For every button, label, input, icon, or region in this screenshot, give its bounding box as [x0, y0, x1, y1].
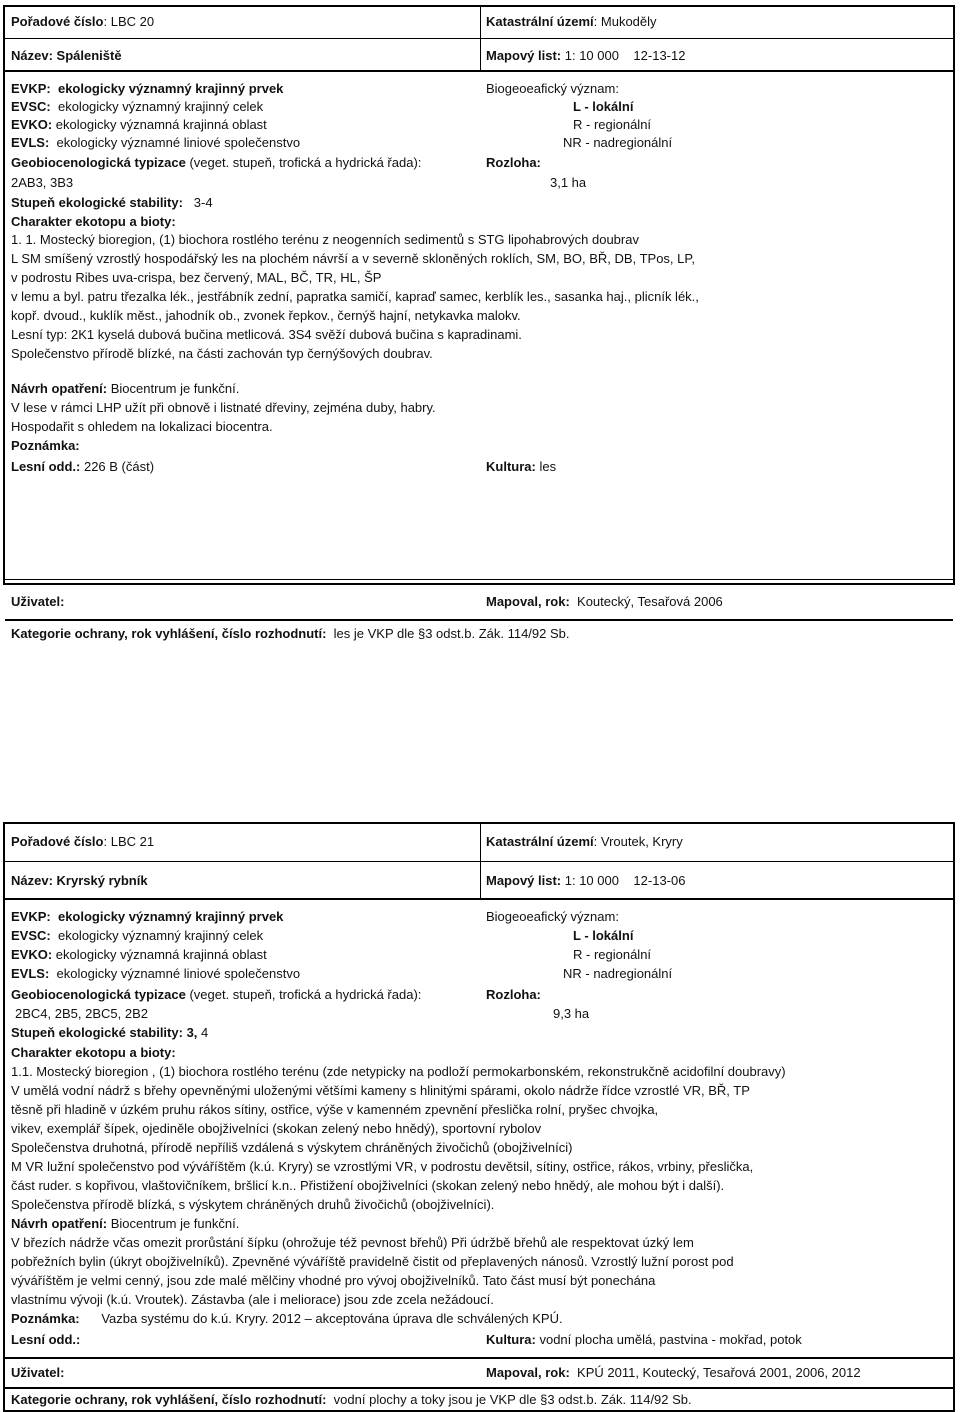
mapoval-rok: Mapoval, rok: KPÚ 2011, Koutecký, Tesařová 2001, 2006, 2012	[486, 1365, 861, 1380]
name-row	[5, 39, 953, 72]
uzivatel-row	[5, 580, 953, 620]
kultura: Kultura: les	[486, 459, 557, 474]
evko-line: EVKO: ekologicky významná krajinná oblast	[11, 117, 267, 132]
biogeograficky-vyznam-label: Biogeoeafický význam:	[486, 81, 619, 96]
bio-lokalni: L - lokální	[573, 99, 634, 114]
text-line: výváříštěm je velmi cenný, jsou zde malé mělčiny vhodné pro vývoj obojživelníků. Tato část musí být ponechána	[11, 1273, 656, 1288]
mapovy-list: Mapový list: 1: 10 000 12-13-06	[486, 873, 686, 888]
body-section	[5, 72, 953, 580]
evkp-line: EVKP: ekologicky významný krajinný prvek	[11, 81, 284, 96]
evls-line: EVLS: ekologicky významné liniové společenstvo	[11, 135, 301, 150]
text-line: 1. 1. Mostecký bioregion, (1) biochora rostlého terénu z neogenních sedimentů s STG lipohabrových doubrav	[11, 232, 639, 247]
kategorie-row	[5, 620, 953, 651]
evls-line: EVLS: ekologicky významné liniové společenstvo	[11, 966, 301, 981]
kategorie-ochrany: Kategorie ochrany, rok vyhlášení, číslo rozhodnutí: vodní plochy a toky jsou je VKP dle §3 odst.b. Zák. 114/92 Sb.	[11, 1392, 692, 1407]
text-line: Hospodařit s ohledem na lokalizaci biocentra.	[11, 419, 273, 434]
geobiocenologicka-typizace: Geobiocenologická typizace (veget. stupeň, trofická a hydrická řada):	[11, 155, 422, 170]
rozloha-value: 9,3 ha	[553, 1006, 590, 1021]
charakter-label: Charakter ekotopu a bioty:	[11, 1045, 176, 1060]
header-row	[5, 7, 953, 39]
text-line: vlastnímu vývoji (k.ú. Vroutek). Zástavba (ale i meliorace) jsou zde zcela nežádoucí.	[11, 1292, 494, 1307]
poradove-cislo: Pořadové číslo: LBC 20	[11, 14, 155, 29]
name-row	[5, 862, 953, 900]
evsc-line: EVSC: ekologicky významný krajinný celek	[11, 928, 264, 943]
kategorie-ochrany: Kategorie ochrany, rok vyhlášení, číslo rozhodnutí: les je VKP dle §3 odst.b. Zák. 114/92 Sb.	[11, 626, 570, 641]
navrh-opatreni: Návrh opatření: Biocentrum je funkční.	[11, 1216, 240, 1231]
column-divider	[480, 7, 481, 38]
text-line: kopř. dvoud., kuklík měst., jahodník ob., zvonek řepkov., černýš hajní, netykavka malokv.	[11, 308, 521, 323]
record-card-lbc-20	[3, 5, 955, 641]
text-line: 1.1. Mostecký bioregion , (1) biochora rostlého terénu (zde netypicky na podloží permokarbonském, rekonstrukčně acidofilní doubravy)	[11, 1064, 786, 1079]
record-card-lbc-21	[3, 822, 955, 1412]
text-line: L SM smíšený vzrostlý hospodářský les na plochém návrší a v severně skloněných roklích, SM, BO, BŘ, DB, TPos, LP,	[11, 251, 695, 266]
poradove-cislo: Pořadové číslo: LBC 21	[11, 834, 155, 849]
biogeograficky-vyznam-label: Biogeoeafický význam:	[486, 909, 619, 924]
bio-regionalni: R - regionální	[573, 117, 652, 132]
text-line: pobřežních bylin (úkryt obojživelníků). Zpevněné výváříště pravidelně čistit od přeplavených nánosů. Vzrostlý lužní porost pod	[11, 1254, 734, 1269]
nazev: Název: Kryrský rybník	[11, 873, 148, 888]
header-row	[5, 824, 953, 862]
body-section	[5, 900, 953, 1358]
kategorie-row	[5, 1388, 953, 1410]
katastralni-uzemi: Katastrální území: Vroutek, Kryry	[486, 834, 683, 849]
charakter-label: Charakter ekotopu a bioty:	[11, 214, 176, 229]
text-line: část ruder. s kopřivou, vlaštovičníkem, bršlicí k.n.. Přistižení obojživelníci (skokan zelený nebo hnědý, ale mohou být i další).	[11, 1178, 725, 1193]
bio-lokalni: L - lokální	[573, 928, 634, 943]
evsc-line: EVSC: ekologicky významný krajinný celek	[11, 99, 264, 114]
rozloha-value: 3,1 ha	[550, 175, 587, 190]
uzivatel: Uživatel:	[11, 1365, 65, 1380]
lesni-odd: Lesní odd.:	[11, 1332, 81, 1347]
bio-nadregionalni: NR - nadregionální	[563, 135, 673, 150]
stupen-stability: Stupeň ekologické stability: 3-4	[11, 195, 213, 210]
text-line: Lesní typ: 2K1 kyselá dubová bučina metlicová. 3S4 svěží dubová bučina s kapradinami.	[11, 327, 522, 342]
navrh-opatreni: Návrh opatření: Biocentrum je funkční.	[11, 381, 240, 396]
text-line: Společenstvo přírodě blízké, na části zachován typ černýšových doubrav.	[11, 346, 433, 361]
text-line: v lemu a byl. patru třezalka lék., jestřábník zední, papratka samičí, kapraď samec, kerblík les., sasanka haj., plicník lék.,	[11, 289, 699, 304]
nazev: Název: Spáleniště	[11, 48, 122, 63]
column-divider	[480, 39, 481, 70]
text-line: Společenstva přírodě blízká, s výskytem chráněných druhů živočichů (obojživelníci).	[11, 1197, 495, 1212]
geobiocenologicka-typizace: Geobiocenologická typizace (veget. stupeň, trofická a hydrická řada):	[11, 987, 422, 1002]
stupen-stability: Stupeň ekologické stability: 3, 4	[11, 1025, 209, 1040]
rozloha-label: Rozloha:	[486, 155, 541, 170]
mapovy-list: Mapový list: 1: 10 000 12-13-12	[486, 48, 686, 63]
column-divider	[480, 824, 481, 861]
lesni-odd: Lesní odd.: 226 B (část)	[11, 459, 155, 474]
column-divider	[480, 862, 481, 898]
bio-regionalni: R - regionální	[573, 947, 652, 962]
poznamka: Poznámka:	[11, 438, 80, 453]
uzivatel: Uživatel:	[11, 594, 65, 609]
text-line: v podrostu Ribes uva-crispa, bez červený, MAL, BČ, TR, HL, ŠP	[11, 270, 382, 285]
mapoval-rok: Mapoval, rok: Koutecký, Tesařová 2006	[486, 594, 723, 609]
geo-value: 2AB3, 3B3	[11, 175, 74, 190]
geo-value: 2BC4, 2B5, 2BC5, 2B2	[15, 1006, 148, 1021]
text-line: M VR lužní společenstvo pod výváříštěm (k.ú. Kryry) se vzrostlými VR, v podrostu devětsil, sítiny, ostřice, rákos, vrbiny, přeslička,	[11, 1159, 754, 1174]
text-line: V lese v rámci LHP užít při obnově i listnaté dřeviny, zejména duby, habry.	[11, 400, 436, 415]
kultura: Kultura: vodní plocha umělá, pastvina - mokřad, potok	[486, 1332, 802, 1347]
evko-line: EVKO: ekologicky významná krajinná oblast	[11, 947, 267, 962]
rozloha-label: Rozloha:	[486, 987, 541, 1002]
text-line: V březích nádrže včas omezit prorůstání šípku (ohrožuje též pevnost břehů) Při údržbě břehů ale respektovat úzký lem	[11, 1235, 694, 1250]
text-line: Společenstva druhotná, přírodě nepříliš vzdálená s výskytem chráněných živočichů (obojživelníci)	[11, 1140, 573, 1155]
bio-nadregionalni: NR - nadregionální	[563, 966, 673, 981]
text-line: vikev, exemplář šípek, ojediněle obojživelníci (skokan zelený nebo hnědý), sportovní rybolov	[11, 1121, 542, 1136]
poznamka: Poznámka: Vazba systému do k.ú. Kryry. 2012 – akceptována úprava dle schválených KPÚ.	[11, 1311, 563, 1326]
evkp-line: EVKP: ekologicky významný krajinný prvek	[11, 909, 284, 924]
text-line: těsně při hladině v úzkém pruhu rákos sítiny, ostřice, výše v kamenném zpevnění přeslička rolní, pryšec chvojka,	[11, 1102, 659, 1117]
text-line: V umělá vodní nádrž s břehy opevněnými uloženými většími kameny s hlinitými spárami, okolo nádrže řídce vzrostlé VR, BŘ, TP	[11, 1083, 750, 1098]
katastralni-uzemi: Katastrální území: Mukoděly	[486, 14, 657, 29]
uzivatel-row	[5, 1358, 953, 1388]
